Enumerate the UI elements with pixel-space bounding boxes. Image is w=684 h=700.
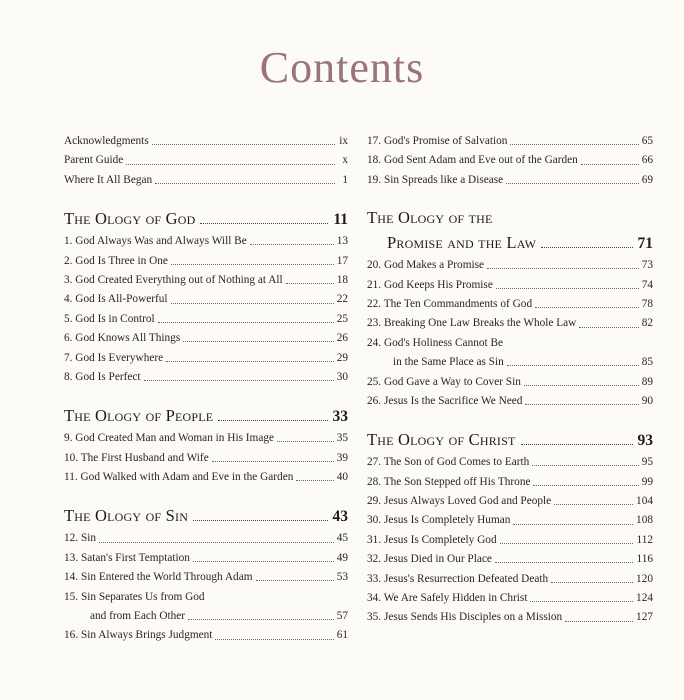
toc-entry-label: 8. God Is Perfect (64, 370, 141, 383)
toc-entry-page: 104 (636, 495, 653, 508)
dot-leader (532, 465, 638, 466)
dot-leader (171, 303, 334, 304)
dot-leader (579, 327, 638, 328)
toc-entry[interactable] (367, 589, 653, 608)
toc-entry-page: 99 (641, 475, 653, 488)
dot-leader (126, 164, 335, 165)
toc-entry[interactable] (367, 151, 653, 170)
toc-entry-page: 45 (336, 532, 348, 545)
dot-leader (506, 183, 639, 184)
toc-entry[interactable] (64, 310, 348, 329)
toc-entry-page: 22 (336, 293, 348, 306)
toc-entry-label: 24. God's Holiness Cannot Be (367, 336, 504, 349)
toc-entry-page: 39 (336, 451, 348, 464)
toc-entry-page: 35 (336, 432, 348, 445)
toc-entry[interactable] (367, 256, 653, 275)
dot-leader (551, 582, 633, 583)
toc-entry-page: 78 (641, 297, 653, 310)
toc-entry-page: 112 (636, 533, 653, 546)
page-title: Contents (259, 43, 425, 92)
toc-entry-label: and from Each Other (90, 610, 186, 623)
toc-entry[interactable] (367, 511, 653, 530)
toc-entry[interactable] (64, 449, 348, 468)
dot-leader (554, 504, 633, 505)
toc-entry-label: 33. Jesus's Resurrection Defeated Death (367, 572, 549, 585)
toc-entry[interactable] (367, 531, 653, 550)
toc-entry-label: 23. Breaking One Law Breaks the Whole Law (367, 317, 577, 330)
toc-entry[interactable] (367, 608, 653, 627)
toc-entry-page: 95 (641, 456, 653, 469)
toc-entry[interactable] (367, 550, 653, 569)
toc-entry-page: 26 (336, 332, 348, 345)
section-title-continuation: Promise and the Law (387, 233, 537, 253)
section-page: 33 (332, 408, 348, 426)
toc-entry-page: 1 (342, 173, 348, 186)
toc-entry-label: 30. Jesus Is Completely Human (367, 514, 511, 527)
toc-entry[interactable] (64, 290, 348, 309)
dot-leader (193, 561, 334, 562)
toc-entry-page: 53 (336, 571, 348, 584)
dot-leader (521, 444, 633, 445)
toc-entry-page: 30 (336, 370, 348, 383)
toc-entry[interactable] (367, 276, 653, 295)
dot-leader (507, 365, 639, 366)
dot-leader (183, 341, 333, 342)
toc-entry-page: 29 (336, 351, 348, 364)
section-title: The Ology of Christ (367, 430, 516, 450)
toc-entry-label: 12. Sin (64, 532, 97, 545)
toc-entry[interactable] (64, 232, 348, 251)
toc-entry[interactable] (64, 349, 348, 368)
dot-leader (296, 480, 333, 481)
toc-entry-page: 85 (641, 356, 653, 369)
dot-leader (524, 385, 639, 386)
section-page: 71 (637, 235, 653, 253)
toc-entry-label: 31. Jesus Is Completely God (367, 533, 497, 546)
dot-leader (286, 283, 334, 284)
toc-entry[interactable] (64, 329, 348, 348)
dot-leader (525, 404, 638, 405)
section-title: The Ology of People (64, 406, 214, 426)
toc-entry-label: 1. God Always Was and Always Will Be (64, 235, 247, 248)
toc-entry-page: 82 (641, 317, 653, 330)
toc-entry-label: 2. God Is Three in One (64, 254, 168, 267)
toc-entry-page: x (342, 154, 348, 167)
toc-entry-page: 108 (636, 514, 653, 527)
dot-leader (496, 288, 639, 289)
toc-entry[interactable] (64, 252, 348, 271)
toc-entry[interactable] (64, 529, 348, 548)
dot-leader (495, 562, 634, 563)
toc-entry-label: Parent Guide (64, 154, 124, 167)
toc-entry[interactable] (64, 151, 348, 170)
dot-leader (152, 144, 335, 145)
dot-leader (500, 543, 634, 544)
dot-leader (581, 164, 639, 165)
toc-entry[interactable] (367, 473, 653, 492)
toc-entry-label: 35. Jesus Sends His Disciples on a Mission (367, 611, 563, 624)
dot-leader (530, 601, 633, 602)
dot-leader (166, 361, 334, 362)
toc-entry-page: 65 (641, 135, 653, 147)
section-title[interactable]: The Ology of the (367, 208, 493, 228)
toc-entry-label: 27. The Son of God Comes to Earth (367, 456, 530, 469)
dot-leader (158, 322, 334, 323)
dot-leader (487, 268, 639, 269)
toc-entry[interactable] (64, 368, 348, 387)
section-page: 11 (333, 211, 348, 229)
dot-leader (99, 542, 334, 543)
toc-entry-label: 34. We Are Safely Hidden in Christ (367, 592, 528, 605)
toc-entry-label: 13. Satan's First Temptation (64, 551, 190, 564)
toc-entry[interactable] (367, 373, 653, 392)
toc-entry-page: 116 (636, 553, 653, 566)
toc-entry-label: 25. God Gave a Way to Cover Sin (367, 375, 521, 388)
toc-entry-label: 3. God Created Everything out of Nothing at All (64, 273, 283, 286)
toc-entry[interactable] (367, 492, 653, 511)
toc-entry-label: in the Same Place as Sin (393, 356, 504, 369)
dot-leader (541, 247, 632, 248)
toc-entry-page: 66 (641, 154, 653, 167)
toc-entry-page: 18 (336, 273, 348, 286)
dot-leader (256, 580, 334, 581)
toc-right-column (367, 132, 653, 628)
toc-entry-label: 28. The Son Stepped off His Throne (367, 475, 531, 488)
dot-leader (513, 524, 633, 525)
toc-entry-page: 73 (641, 259, 653, 272)
toc-entry-page: 120 (636, 572, 653, 585)
toc-entry-continuation[interactable] (367, 353, 653, 372)
section-page: 93 (637, 432, 653, 450)
toc-entry[interactable] (367, 171, 653, 190)
toc-entry-page: ix (339, 135, 348, 147)
dot-leader (565, 621, 633, 622)
toc-entry[interactable] (64, 568, 348, 587)
toc-entry-label: 19. Sin Spreads like a Disease (367, 173, 504, 186)
toc-left-column (64, 132, 348, 646)
dot-leader (277, 441, 334, 442)
toc-entry-continuation[interactable] (64, 607, 348, 626)
toc-entry[interactable] (64, 549, 348, 568)
toc-entry-label: 22. The Ten Commandments of God (367, 297, 533, 310)
toc-entry[interactable] (64, 271, 348, 290)
dot-leader (193, 520, 327, 521)
section-title: The Ology of God (64, 209, 196, 229)
toc-entry-label: 15. Sin Separates Us from God (64, 590, 205, 603)
toc-entry-label: 29. Jesus Always Loved God and People (367, 495, 552, 508)
toc-entry-page: 57 (336, 610, 348, 623)
toc-entry-page: 127 (636, 611, 653, 624)
toc-entry-label: 4. God Is All-Powerful (64, 293, 168, 306)
dot-leader (250, 244, 334, 245)
section-page: 43 (332, 508, 348, 526)
section-heading[interactable] (367, 427, 653, 453)
toc-entry[interactable] (367, 132, 653, 151)
dot-leader (218, 420, 327, 421)
toc-entry-page: 25 (336, 312, 348, 325)
toc-entry[interactable] (64, 132, 348, 151)
toc-entry-label: 9. God Created Man and Woman in His Image (64, 432, 275, 445)
toc-entry-page: 90 (641, 394, 653, 407)
toc-entry[interactable] (64, 171, 348, 190)
toc-entry-page: 49 (336, 551, 348, 564)
toc-entry-page: 89 (641, 375, 653, 388)
section-title: The Ology of Sin (64, 506, 189, 526)
toc-entry[interactable] (64, 588, 348, 607)
toc-entry[interactable] (367, 295, 653, 314)
toc-entry-page: 124 (636, 592, 653, 605)
dot-leader (212, 461, 334, 462)
toc-entry-label: 7. God Is Everywhere (64, 351, 164, 364)
toc-entry-label: 14. Sin Entered the World Through Adam (64, 571, 253, 584)
toc-entry-label: 20. God Makes a Promise (367, 259, 485, 272)
toc-entry-label: 21. God Keeps His Promise (367, 278, 493, 291)
toc-entry-label: 17. God's Promise of Salvation (367, 135, 508, 147)
dot-leader (144, 380, 334, 381)
dot-leader (510, 144, 638, 145)
toc-entry-page: 74 (641, 278, 653, 291)
toc-entry-label: 32. Jesus Died in Our Place (367, 553, 492, 566)
section-heading[interactable] (64, 206, 348, 232)
toc-entry-page: 61 (336, 629, 348, 642)
toc-entry[interactable] (367, 453, 653, 472)
toc-entry-label: 26. Jesus Is the Sacrifice We Need (367, 394, 523, 407)
section-heading[interactable] (64, 503, 348, 529)
toc-entry-page: 40 (336, 471, 348, 484)
toc-entry[interactable] (367, 334, 653, 353)
toc-entry-page: 13 (336, 235, 348, 248)
toc-entry[interactable] (64, 468, 348, 487)
toc-entry-label: Acknowledgments (64, 135, 149, 147)
section-heading[interactable] (367, 230, 653, 256)
toc-entry-label: 11. God Walked with Adam and Eve in the Garden (64, 471, 294, 484)
dot-leader (171, 264, 334, 265)
dot-leader (188, 619, 334, 620)
toc-entry-label: 18. God Sent Adam and Eve out of the Garden (367, 154, 578, 167)
section-heading[interactable] (64, 403, 348, 429)
toc-entry[interactable] (64, 429, 348, 448)
toc-entry-label: 6. God Knows All Things (64, 332, 181, 345)
dot-leader (200, 223, 328, 224)
toc-entry-label: 5. God Is in Control (64, 312, 155, 325)
toc-entry[interactable] (367, 314, 653, 333)
toc-entry[interactable] (64, 626, 348, 645)
dot-leader (215, 639, 333, 640)
toc-entry-label: Where It All Began (64, 173, 153, 186)
toc-entry-label: 16. Sin Always Brings Judgment (64, 629, 213, 642)
toc-entry-page: 17 (336, 254, 348, 267)
toc-entry[interactable] (367, 392, 653, 411)
toc-entry[interactable] (367, 570, 653, 589)
dot-leader (155, 183, 335, 184)
toc-entry-label: 10. The First Husband and Wife (64, 451, 209, 464)
toc-entry-page: 69 (641, 173, 653, 186)
dot-leader (533, 485, 638, 486)
dot-leader (535, 307, 639, 308)
